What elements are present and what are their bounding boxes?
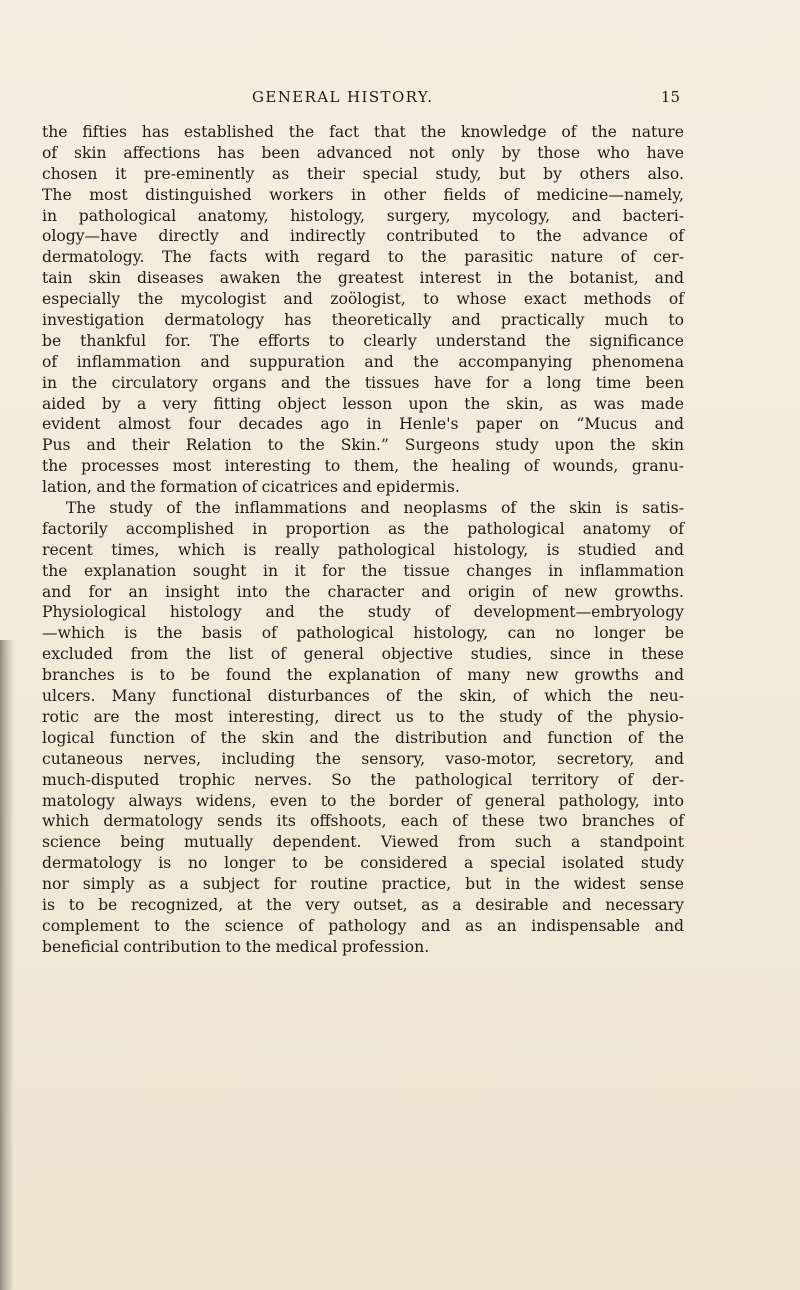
text-line: recent times, which is really pathological histology, is studied and: [42, 540, 684, 559]
text-line: cutaneous nerves, including the sensory, vaso-motor, secretory, and: [42, 749, 684, 768]
text-line: excluded from the list of general objective studies, since in these: [42, 645, 684, 664]
running-title: GENERAL HISTORY.: [252, 88, 434, 106]
text-line: the processes most interesting to them, the healing of wounds, granu-: [42, 457, 684, 476]
text-line: logical function of the skin and the distribution and function of the: [42, 728, 684, 747]
text-line: in pathological anatomy, histology, surgery, mycology, and bacteri-: [42, 206, 684, 225]
text-line: the fifties has established the fact that the knowledge of the nature: [42, 123, 684, 141]
paragraph-last-line: lation, and the formation of cicatrices and epidermis.: [42, 478, 460, 497]
text-line: dermatology is no longer to be considered a special isolated study: [42, 854, 684, 873]
text-line: of inflammation and suppuration and the accompanying phenomena: [42, 352, 684, 371]
text-line: much-disputed trophic nerves. So the pathological territory of der-: [42, 770, 684, 789]
text-line: Pus and their Relation to the Skin.” Surgeons study upon the skin: [42, 436, 684, 455]
text-line: dermatology. The facts with regard to the parasitic nature of cer-: [42, 248, 684, 267]
text-line: especially the mycologist and zoölogist, to whose exact methods of: [42, 290, 684, 309]
text-line: be thankful for. The efforts to clearly understand the significance: [42, 331, 684, 350]
paragraph-last-line: beneficial contribution to the medical profession.: [42, 937, 430, 956]
text-line: investigation dermatology has theoretically and practically much to: [42, 311, 684, 330]
running-head: [0, 88, 800, 108]
text-line: chosen it pre-eminently as their special study, but by others also.: [42, 164, 684, 183]
text-line: science being mutually dependent. Viewed from such a standpoint: [42, 833, 684, 852]
text-line: the explanation sought in it for the tissue changes in inflammation: [42, 561, 684, 580]
text-line: —which is the basis of pathological histology, can no longer be: [42, 624, 684, 643]
text-line: Physiological histology and the study of development—embryology: [42, 603, 684, 622]
text-line: factorily accomplished in proportion as the pathological anatomy of: [42, 519, 684, 538]
body-text: [42, 122, 684, 958]
text-line: of skin affections has been advanced not only by those who have: [42, 143, 684, 162]
text-line: ulcers. Many functional disturbances of the skin, of which the neu-: [42, 687, 684, 706]
text-line: nor simply as a subject for routine practice, but in the widest sense: [42, 875, 684, 894]
text-line: is to be recognized, at the very outset, as a desirable and necessary: [42, 895, 684, 914]
paragraph-first-line: The study of the inflammations and neoplasms of the skin is satis-: [66, 499, 684, 518]
text-line: in the circulatory organs and the tissues have for a long time been: [42, 373, 684, 392]
text-line: tain skin diseases awaken the greatest interest in the botanist, and: [42, 269, 684, 288]
page-number: 15: [660, 88, 680, 106]
text-line: complement to the science of pathology and as an indispensable and: [42, 916, 684, 935]
text-line: ology—have directly and indirectly contributed to the advance of: [42, 227, 684, 246]
binding-shadow: [0, 640, 14, 1290]
text-line: rotic are the most interesting, direct us to the study of the physio-: [42, 707, 684, 726]
text-line: aided by a very fitting object lesson upon the skin, as was made: [42, 394, 684, 413]
text-line: evident almost four decades ago in Henle's paper on “Mucus and: [42, 415, 684, 434]
text-line: and for an insight into the character and origin of new growths.: [42, 582, 684, 601]
text-line: The most distinguished workers in other fields of medicine—namely,: [42, 185, 684, 204]
text-line: matology always widens, even to the border of general pathology, into: [42, 791, 684, 810]
text-line: branches is to be found the explanation of many new growths and: [42, 666, 684, 685]
text-line: which dermatology sends its offshoots, each of these two branches of: [42, 812, 684, 831]
